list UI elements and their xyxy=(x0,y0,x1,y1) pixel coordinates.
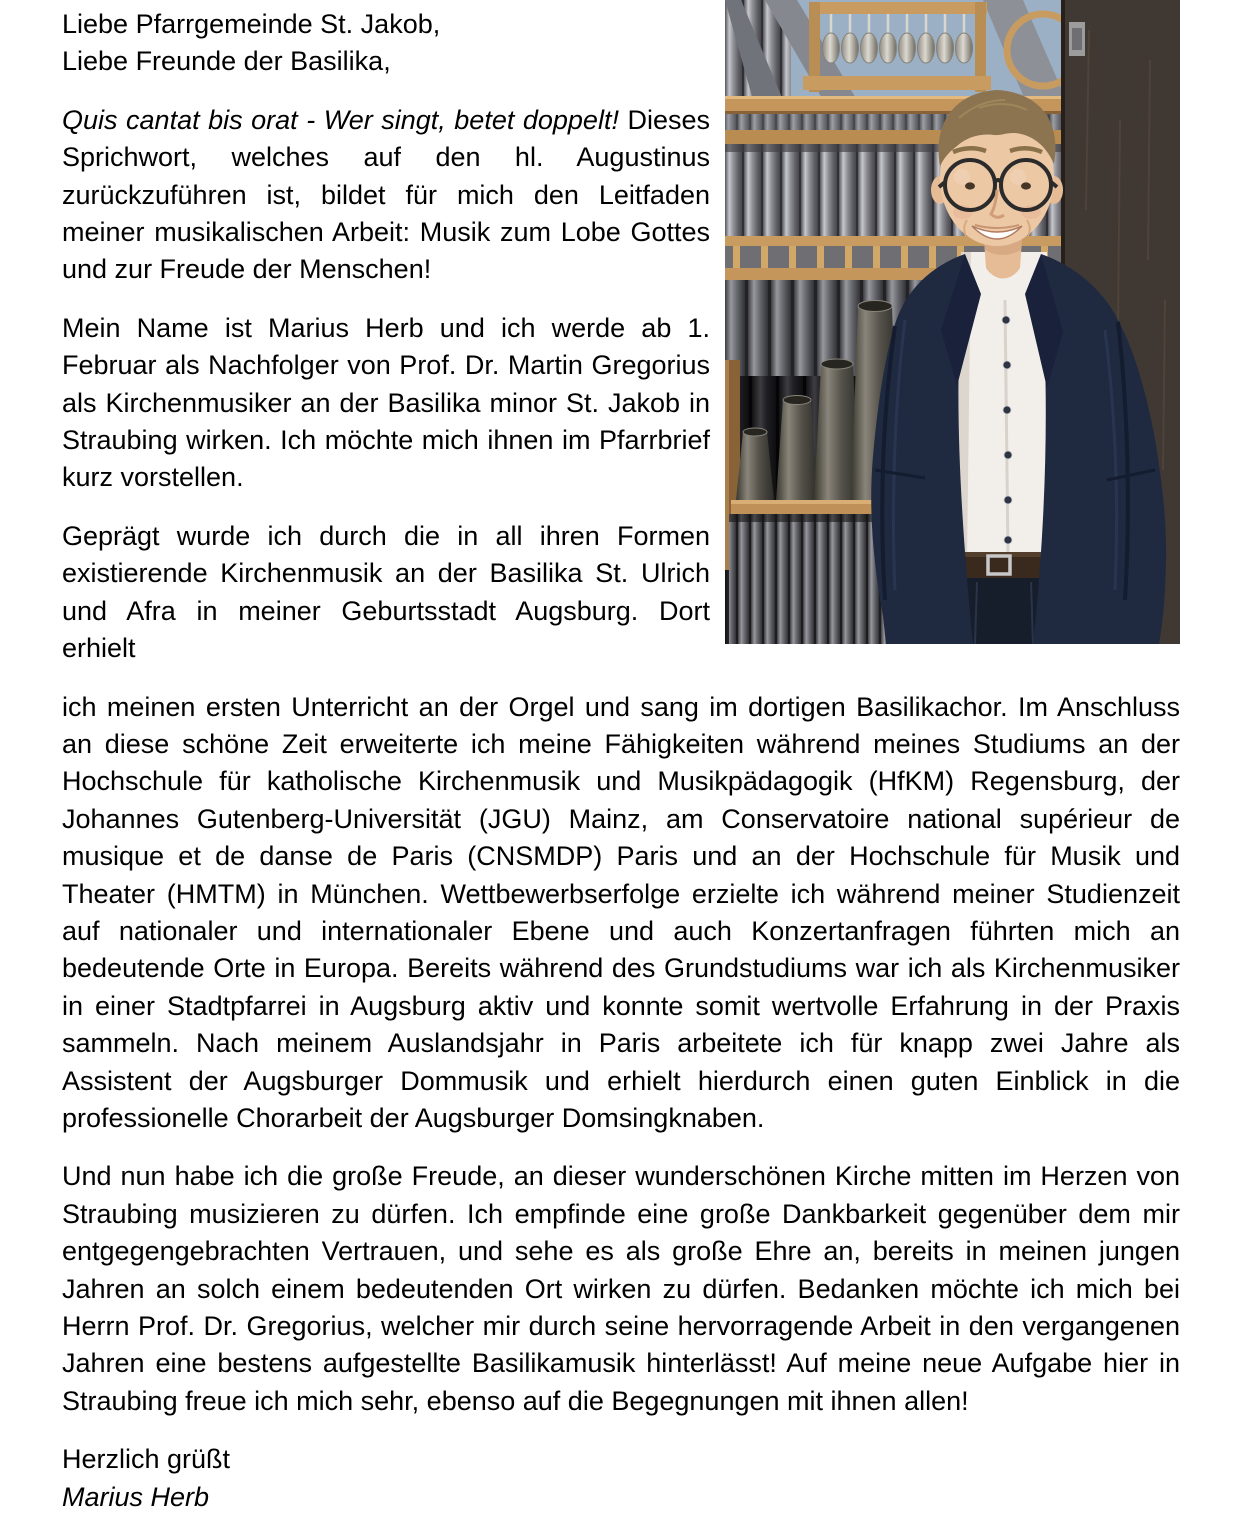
background-paragraph-narrow: Geprägt wurde ich durch die in all ihren Formen existierende Kirchenmusik an der Basilika St. Ulrich und Afra in meiner Geburtsstadt Augsburg. Dort erhielt xyxy=(62,520,710,664)
signature-name: Marius Herb xyxy=(62,1481,210,1512)
intro-paragraph: Mein Name ist Marius Herb und ich werde ab 1. Februar als Nachfolger von Prof. Dr. Martin Gregorius als Kirchenmusiker an der Basilika minor St. Jakob in Straubing wirken. Ich möchte mich ihnen im Pfarrbrief kurz vorstellen. xyxy=(62,312,710,493)
portrait-photo xyxy=(725,0,1180,644)
salutation-line-1: Liebe Pfarrgemeinde St. Jakob, xyxy=(62,9,441,39)
closing-line: Herzlich grüßt xyxy=(62,1444,231,1475)
background-paragraph-wide: ich meinen ersten Unterricht an der Orgel und sang im dortigen Basilikachor. Im Anschluss an diese schöne Zeit erweiterte ich meine Fähigkeiten während meines Studiums an der Hochschule für katholische Kirchenmusik und Musikpädagogik (HfKM) Regensburg, der Johannes Gutenberg-Universität (JGU) Mainz, am Conservatoire national supérieur de musique et de danse de Paris (CNSMDP) Paris und an der Hochschule für Musik und Theater (HMTM) in München. Wettbewerbserfolge erzielte ich während meiner Studienzeit auf nationaler und internationaler Ebene und auch Konzertanfragen führten mich an bedeutende Orte in Europa. Bereits während des Grundstudiums war ich als Kirchenmusiker in einer Stadtpfarrei in Augsburg aktiv und konnte somit wertvolle Erfahrung in der Praxis sammeln. Nach meinem Auslandsjahr in Paris arbeitete ich für knapp zwei Jahre als Assistent der Augsburger Dommusik und erhielt hierdurch einen guten Einblick in die professionelle Chorarbeit der Augsburger Domsingknaben. xyxy=(62,691,1180,1133)
motto-text: Dieses Sprichwort, welches auf den hl. Augustinus zurückzuführen ist, bildet für mich den Leitfaden meiner musikalischen Arbeit: Musik zum Lobe Gottes und zur Freude der Menschen! xyxy=(62,104,711,285)
salutation-line-2: Liebe Freunde der Basilika, xyxy=(62,46,391,77)
gratitude-paragraph: Und nun habe ich die große Freude, an dieser wunderschönen Kirche mitten im Herzen von Straubing musizieren zu dürfen. Ich empfinde eine große Dankbarkeit gegenüber dem mir entgegengebrachten Vertrauen, und sehe es als große Ehre an, bereits in meinen jungen Jahren an solch einem bedeutenden Ort wirken zu dürfen. Bedanken möchte ich mich bei Herrn Prof. Dr. Gregorius, welcher mir durch seine hervorragende Arbeit in den vergangenen Jahren eine bestens aufgestellte Basilikamusik hinterlässt! Auf meine neue Aufgabe hier in Straubing freue ich mich sehr, ebenso auf die Begegnungen mit ihnen allen! xyxy=(62,1161,1180,1416)
motto-quote: Quis cantat bis orat - Wer singt, betet doppelt! xyxy=(62,104,619,135)
portrait-photo-illustration xyxy=(725,0,1180,644)
signature-block xyxy=(62,1441,1180,1516)
